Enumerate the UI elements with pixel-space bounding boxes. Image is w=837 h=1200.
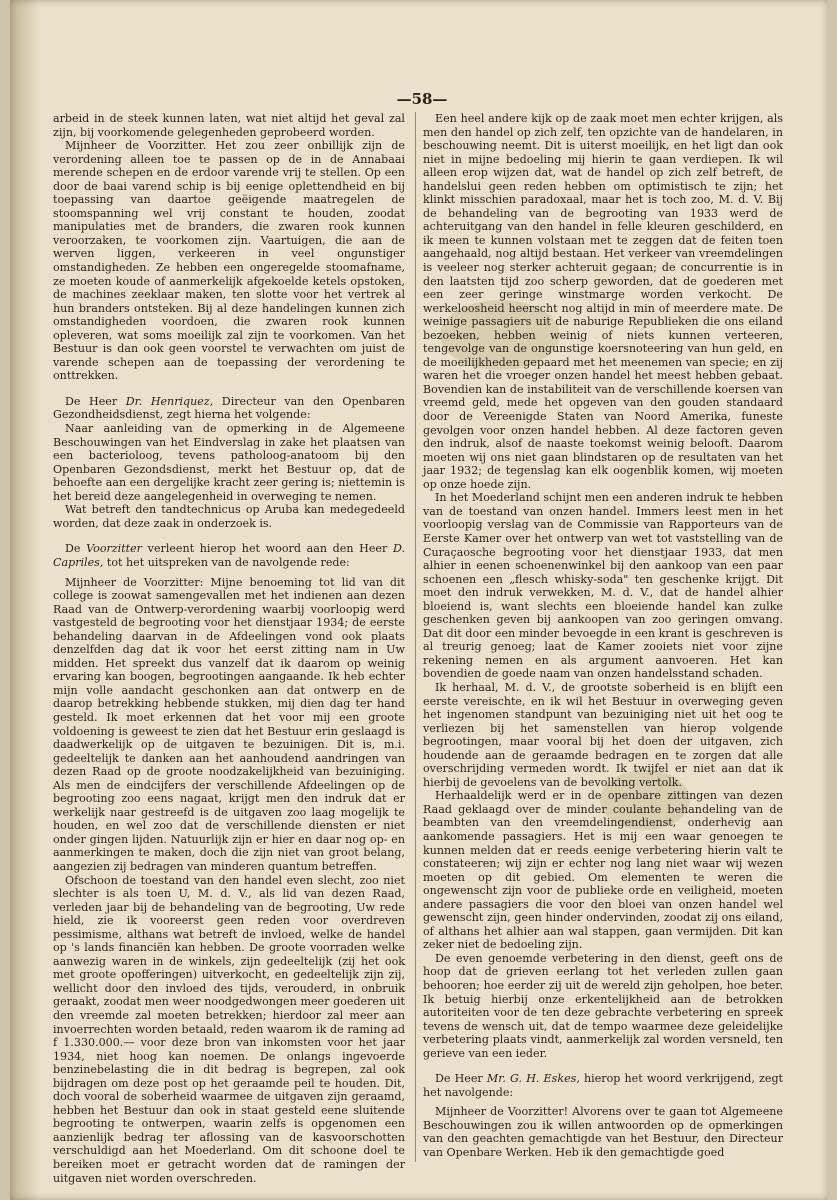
paragraph: Mijnheer de Voorzitter: Mijne benoeming tot lid van dit college is zoowat samengevallen met het indienen aan dezen Raad van de Ontwerp-verordening waarbij voorloopig werd vastgesteld de begrooting voor het dienstjaar 1934; de eerste behandeling daarvan in de Afdeelingen vond ook plaats denzelfden dag dat ik voor het eerst zitting nam in Uw midden. Het spreekt dus vanzelf dat ik daarom op weinig ervaring kan boogen, begrootingen aangaande. Ik heb echter mijn volle aandacht geschonken aan dat ontwerp en de daarop betrekking hebbende stukken, mij dien dag ter hand gesteld. Ik moet erkennen dat het voor mij een groote voldoening is geweest te zien dat het Bestuur erin geslaagd is daadwerkelijk op de uitgaven te bezuinigen. Dit is, m.i. gedeeltelijk te danken aan het aanhoudend aandringen van dezen Raad op de groote noodzakelijkheid van bezuiniging. Als men de eindcijfers der verschillende Afdeelingen op de begrooting zoo eens nagaat, krijgt men den indruk dat er werkelijk naar gestreefd is de uitgaven zoo laag mogelijk te houden, en wel zoo dat de verschillende diensten er niet onder gingen lijden. Natuurlijk zijn er hier en daar nog op- en aanmerkingen te maken, doch die zijn niet van groot belang, aangezien zij bedragen van minderen quantum betreffen. (53, 575, 405, 873)
speaker-intro: De Voorzitter verleent hierop het woord aan den Heer D. Capriles, tot het uitspreken van de navolgende rede: (53, 542, 405, 569)
speaker-name: Dr. Henriquez, (125, 394, 214, 408)
speaker-role: Voorzitter (86, 542, 142, 556)
paragraph: arbeid in de steek kunnen laten, wat niet altijd het geval zal zijn, bij voorkomende gelegenheden geprobeerd worden. (53, 112, 405, 139)
paragraph: Wat betreft den tandtechnicus op Aruba kan medegedeeld worden, dat deze zaak in onderzoek is. (53, 503, 405, 530)
paragraph: Herhaaldelijk werd er in de openbare zittingen van dezen Raad geklaagd over de minder coulante behandeling van de beambten van den vreemdelingendienst, onderhevig aan aankomende passagiers. Het is mij een waar genoegen te kunnen melden dat er reeds eenige verbetering hierin valt te constateeren; wij zijn er echter nog lang niet waar wij wezen moeten op dit gebied. Om elementen te weren die ongewenscht zijn voor de publieke orde en veiligheid, moeten andere passagiers die voor den bloei van onzen handel wel gewenscht zijn, geen hinder ondervinden, zoodat zij ons eiland, of althans het alhier aan wal stappen, gaan vermijden. Dit kan zeker niet de bedoeling zijn. (423, 789, 783, 952)
document-page (10, 0, 828, 1200)
column-divider (415, 112, 416, 1162)
paragraph: Mijnheer de Voorzitter! Alvorens over te gaan tot Algemeene Beschouwingen zou ik willen antwoorden op de opmerkingen van den geachten gemachtigde van het Bestuur, den Directeur van Openbare Werken. Heb ik den gemachtigde goed (423, 1105, 783, 1160)
speaker-intro: De Heer Dr. Henriquez, Directeur van den Openbaren Gezondheidsdienst, zegt hierna het volgende: (53, 394, 406, 422)
speaker-name: D. Capriles, (53, 542, 405, 569)
paragraph: In het Moederland schijnt men een anderen indruk te hebben van de toestand van onzen handel. Immers leest men in het voorloopig verslag van de Commissie van Rapporteurs van de Eerste Kamer over het ontwerp van wet tot vaststelling van de Curaçaosche begrooting voor het dienstjaar 1933, dat men alhier in eenen schoenenwinkel bij den aankoop van een paar schoenen een „flesch whisky-soda" ten geschenke krijgt. Dit moet den indruk verwekken, M. d. V., dat de handel alhier bloeiend is, want slechts een bloeiende handel kan zulke geschenken geven bij aankoopen van zoo geringen omvang. Dat dit door een minder bevoegde in een krant is geschreven is al treurig genoeg; laat de Kamer zooiets niet voor zijne rekening nemen en als argument aanvoeren. Het kan bovendien de goede naam van onzen handelsstand schaden. (423, 491, 783, 681)
paragraph: De even genoemde verbetering in den dienst, geeft ons de hoop dat de grieven eerlang tot het verleden zullen gaan behooren; hoe eerder zij uit de wereld zijn geholpen, hoe beter. Ik betuig hierbij onze erkentelijkheid aan de betrokken autoriteiten voor de ten deze gebrachte verbetering en spreek tevens de wensch uit, dat de tempo waarmee deze geleidelijke verbetering plaats vindt, aanmerkelijk zal worden versneld, ten gerieve van een ieder. (423, 951, 783, 1060)
speaker-intro: De Heer Mr. G. H. Eskes, hierop het woord verkrijgend, zegt het navolgende: (423, 1072, 783, 1099)
right-column (423, 112, 783, 1160)
left-column (53, 112, 405, 1185)
paragraph: Een heel andere kijk op de zaak moet men echter krijgen, als men den handel op zich zelf, ten opzichte van de handelaren, in beschouwing neemt. Dit is uiterst moeilijk, en het ligt dan ook niet in mijne bedoeling mij hierin te gaan verdiepen. Ik wil alleen erop wijzen dat, wat de handel op zich zelf betreft, de handelslui geen reden hebben om optimistisch te zijn; het klinkt misschien paradoxaal, maar het is toch zoo, M. d. V. Bij de behandeling van de begrooting van 1933 werd de achteruitgang van den handel in felle kleuren geschilderd, en ik meen te kunnen volstaan met te zeggen dat de feiten toen aangehaald, nog altijd bestaan. Het verkeer van vreemdelingen is veeleer nog sterker achteruit gegaan; de concurrentie is in den laatsten tijd zoo scherp geworden, dat de goederen met een zeer geringe winstmarge worden verkocht. De werkeloosheid heerscht nog altijd in min of meerdere mate. De weinige passagiers uit de naburige Republieken die ons eiland bezoeken, hebben weinig of niets kunnen verteeren, tengevolge van de ongunstige koersnoteering van hun geld, en de moeilijkheden gepaard met het meenemen van specie; en zij waren het die vroeger onzen handel het meest hebben gebaat. Bovendien kan de instabiliteit van de verschillende koersen van vreemd geld, mede het opgeven van den gouden standaard door de Vereenigde Staten van Noord Amerika, funeste gevolgen voor onzen handel hebben. Al deze factoren geven den indruk, alsof de naaste toekomst weinig belooft. Daarom moeten wij ons niet gaan blindstaren op de resultaten van het jaar 1932; de tegenslag kan elk oogenblik komen, wij moeten op onze hoede zijn. (423, 112, 783, 491)
paragraph: Ofschoon de toestand van den handel even slecht, zoo niet slechter is als toen U, M. d. V., als lid van dezen Raad, verleden jaar bij de behandeling van de begrooting, Uw rede hield, zie ik vooreerst geen reden voor overdreven pessimisme, althans wat betreft de invloed, welke de handel op 's lands financiën kan hebben. De groote voorraden welke aanwezig waren in de winkels, zijn gedeeltelijk (zij het ook met groote opofferingen) uitverkocht, en gedeeltelijk zijn zij, wellicht door den invloed des tijds, verouderd, in onbruik geraakt, zoodat men weer noodgedwongen meer goederen uit den vreemde zal moeten betrekken; hierdoor zal meer aan invoerrechten worden betaald, reden waarom ik de raming ad f 1.330.000.— voor deze bron van inkomsten voor het jaar 1934, niet hoog kan noemen. De onlangs ingevoerde benzinebelasting die in dit bedrag is begrepen, zal ook bijdragen om deze post op het geraamde peil te houden. Dit, doch vooral de soberheid waarmee de uitgaven zijn geraamd, hebben het Bestuur dan ook in staat gesteld eene sluitende begrooting te ontwerpen, waarin zelfs is opgenomen een aanzienlijk bedrag ter aflossing van de kasvoorschotten verschuldigd aan het Moederland. Om dit schoone doel te bereiken moet er getracht worden dat de ramingen der uitgaven niet worden overschreden. (53, 873, 405, 1185)
paragraph: Mijnheer de Voorzitter. Het zou zeer onbillijk zijn de verordening alleen toe te passen op de in de Annabaai merende schepen en de erdoor varende vrij te stellen. Op een door de baai varend schip is bij eenige oplettendheid en bij toepassing van daartoe geëigende maatregelen de stoomspanning wel vrij constant te houden, zoodat manipulaties met de branders, die zwaren rook kunnen veroorzaken, te voorkomen zijn. Vaartuigen, die aan de werven liggen, verkeeren in veel ongunstiger omstandigheden. Ze hebben een ongeregelde stoomafname, ze moeten koude of aanmerkelijk afgekoelde ketels opstoken, de machines zeeklaar maken, ten slotte voor het vertrek al hun branders ontsteken. Bij al deze handelingen kunnen zich omstandigheden voordoen, die zwaren rook kunnen opleveren, wat soms moeilijk zal zijn te voorkomen. Van het Bestuur is dan ook geen voorstel te verwachten om juist de varende schepen aan de toepassing der verordening te onttrekken. (53, 139, 405, 383)
paragraph: Naar aanleiding van de opmerking in de Algemeene Beschouwingen van het Eindverslag in zake het plaatsen van een bacterioloog, tevens patholoog-anatoom bij den Openbaren Gezondsdienst, merkt het Bestuur op, dat de behoefte aan een dergelijke kracht zeer gering is; niettemin is het bereid deze aangelegenheid in overweging te nemen. (53, 422, 405, 503)
speaker-name: Mr. G. H. Eskes, (486, 1072, 580, 1086)
page-number: —58— (396, 90, 448, 108)
paragraph: Ik herhaal, M. d. V., de grootste soberheid is en blijft een eerste vereischte, en ik wil het Bestuur in overweging geven het ingenomen standpunt van bezuiniging niet uit het oog te verliezen bij het samenstellen van hierop volgende begrootingen, maar vooral bij het doen der uitgaven, zich houdende aan de geraamde bedragen en te zorgen dat alle overschrijding vermeden wordt. Ik twijfel er niet aan dat ik hierbij de gevoelens van de bevolking vertolk. (423, 680, 783, 789)
